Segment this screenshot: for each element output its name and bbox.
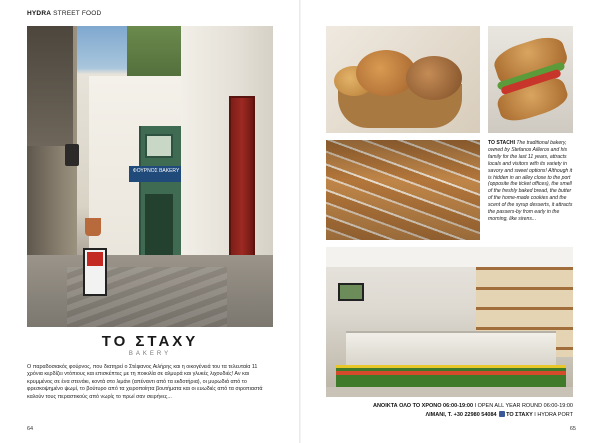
interior-floor: [326, 387, 573, 397]
page-gutter: [299, 0, 301, 443]
shop-interior-photo: [326, 247, 573, 397]
article-body-greek: Ο παραδοσιακός φούρνος, που διατηρεί ο Στέφανος Αιλήρης και η οικογένειά του τα τελευταία 11 χρόνια κερδίζει ντόπιους και επισκέπτες με τη ποικιλία σε αλμυρά και γλυκές λιχουδιές! Αν και κρυμμένος σε ένα στενάκι, κοντά στο λιμάνι (απέναντι από τα εκδοτήρια), οι μυρωδιά από το φρεσκοψημένο ψωμί, το βούτυρο από τα χειροποίητα βουτήματα και οι ευωδιές από τα σιροπιαστά καλούν τους περαστικούς από νωρίς το πρωί σαν σειρήνες...: [27, 364, 263, 400]
location-english: I HYDRA PORT: [532, 412, 573, 418]
contact-info: [313, 411, 573, 419]
bakery-window: [145, 134, 173, 158]
caption-body: The traditional bakery, owned by Stefanos Ailleros and his family for the last 11 years, attracts locals and visitors with its variety in savory and sweet options! Although it is hidden in an alley close to the port (opposite the ticket offices), the smell of the freshly baked bread, the butter of the home-made cookies and the scent of the syrup desserts, it attracts the passers-by from early in the morning, like sirens...: [488, 140, 573, 222]
facebook-icon: [499, 411, 505, 417]
page-number-right: 65: [569, 426, 576, 432]
english-caption: [488, 140, 574, 223]
street-photo: [27, 26, 273, 327]
display-counter: [346, 331, 556, 367]
flower-pot: [85, 218, 101, 236]
bakery-sign: ΦΟΥΡΝΟΣ BAKERY: [129, 166, 183, 182]
bakery-door: [145, 194, 173, 262]
sandwich-photo: [488, 26, 573, 133]
page-number-left: 64: [27, 426, 34, 432]
bread-basket-photo: [326, 26, 480, 133]
shop-title-block: [0, 333, 300, 357]
counter-base: [336, 365, 566, 389]
facebook-page-name: ΤΟ ΣΤΑΧΥ: [506, 412, 533, 418]
interior-ceiling: [326, 247, 573, 267]
running-head-subsection: STREET FOOD: [53, 10, 102, 17]
opening-hours-english: I OPEN ALL YEAR ROUND 06:00-19:00: [473, 403, 573, 409]
bread-loaf: [406, 56, 462, 100]
interior-wall-picture: [338, 283, 364, 301]
address-phone: ΛΙΜΑΝΙ, Τ. +30 22980 54084: [425, 412, 497, 418]
pastries-photo: [326, 140, 480, 240]
opening-hours-greek: ΑΝΟΙΚΤΑ ΟΛΟ ΤΟ ΧΡΟΝΟ 06:00-19:00: [372, 403, 474, 409]
pastry-shade: [326, 140, 480, 240]
counter-base-stripe: [336, 371, 566, 375]
running-head: [27, 10, 101, 17]
sandwich-board-logo: [87, 252, 103, 266]
photo-left-wall-top: [27, 26, 73, 146]
shop-title: ΤΟ ΣΤΑΧΥ: [101, 333, 199, 350]
caption-lead: TO STACHI: [488, 140, 515, 146]
sandwich-board-sign: [83, 248, 107, 296]
shop-subtitle: BAKERY: [128, 351, 172, 357]
opening-hours: [313, 403, 573, 410]
street-lamp: [65, 144, 79, 166]
running-head-section: HYDRA: [27, 10, 52, 17]
